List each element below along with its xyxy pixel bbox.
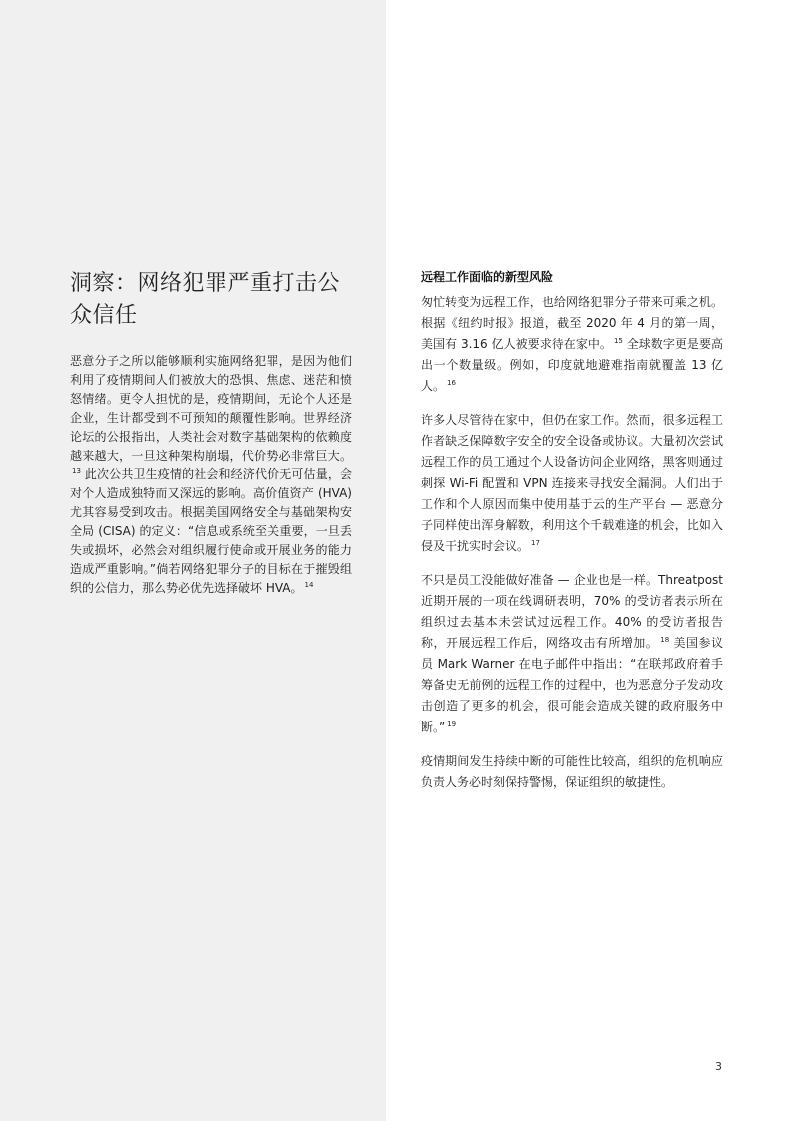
paragraph-enterprise	[421, 570, 723, 738]
paragraph-conclusion: 疫情期间发生持续中断的可能性比较高，组织的危机响应负责人务必时刻保持警惕，保证组织的敏捷性。	[421, 754, 723, 789]
footnote-ref-14: 14	[304, 580, 314, 589]
paragraph-text: 许多人尽管待在家中，但仍在家工作。然而，很多远程工作者缺乏保障数字安全的安全设备或协议。大量初次尝试远程工作的员工通过个人设备访问企业网络，黑客则通过刺探 Wi-Fi 配置和 VPN 连接来寻找安全漏洞。人们出于工作和个人原因而集中使用基于云的生产平台 — 恶意分子同样使出浑身解数，利用这个千载难逢的机会，比如入侵及干扰实时会议。	[421, 413, 723, 553]
paragraph-home-workers	[421, 410, 723, 557]
page-title: 洞察：网络犯罪严重打击公众信任	[70, 271, 341, 328]
section-heading: 远程工作面临的新型风险	[421, 270, 554, 284]
page-number: 3	[715, 1060, 722, 1073]
footnote-ref-15: 15	[613, 337, 623, 345]
paragraph-text: 全球数字更是要高出一个数量级。例如，印度就地避难指南就覆盖 13 亿人。	[421, 337, 723, 393]
paragraph-remote-work	[421, 292, 723, 397]
left-body-paragraph	[70, 352, 352, 598]
paragraph-text: 不只是员工没能做好准备 — 企业也是一样。Threatpost 近期开展的一项在线调研表明，70% 的受访者表示所在组织过去基本未尝试过远程工作。40% 的受访者报告称，开展远程工作后，网络攻击有所增加。	[421, 573, 723, 650]
paragraph-text: 匆忙转变为远程工作，也给网络犯罪分子带来可乘之机。根据《纽约时报》报道，截至 2020 年 4 月的第一周，美国有 3.16 亿人被要求待在家中。	[421, 295, 723, 351]
paragraph-text: 美国参议员 Mark Warner 在电子邮件中指出：“在联邦政府着手筹备史无前例的远程工作的过程中，也为恶意分子发动攻击创造了更多的机会，很可能会造成关键的政府服务中断。”	[421, 636, 723, 734]
left-column	[70, 268, 352, 598]
footnote-ref-16: 16	[447, 379, 456, 387]
footnote-ref-18: 18	[660, 636, 670, 644]
footnote-ref-19: 19	[447, 720, 457, 728]
footnote-ref-17: 17	[531, 539, 540, 547]
left-body-text: 此次公共卫生疫情的社会和经济代价无可估量，会对个人造成独特而又深远的影响。高价值资产 (HVA) 尤其容易受到攻击。根据美国网络安全与基础架构安全局 (CISA) 的定义：“信息或系统至关重要，一旦丢失或损坏，必然会对组织履行使命或开展业务的能力造成严重影响。”倘若网络犯罪分子的目标在于摧毁组织的公信力，那么势必优先选择破坏 HVA。	[70, 467, 352, 595]
footnote-ref-13: 13	[72, 467, 81, 476]
left-body-text: 恶意分子之所以能够顺利实施网络犯罪，是因为他们利用了疫情期间人们被放大的恐惧、焦虑、迷茫和愤怒情绪。更令人担忧的是，疫情期间，无论个人还是企业，生计都受到不可预知的颠覆性影响。世界经济论坛的公报指出，人类社会对数字基础架构的依赖度越来越大，一旦这种架构崩塌，代价势必非常巨大。	[70, 354, 352, 463]
right-column	[421, 268, 723, 806]
